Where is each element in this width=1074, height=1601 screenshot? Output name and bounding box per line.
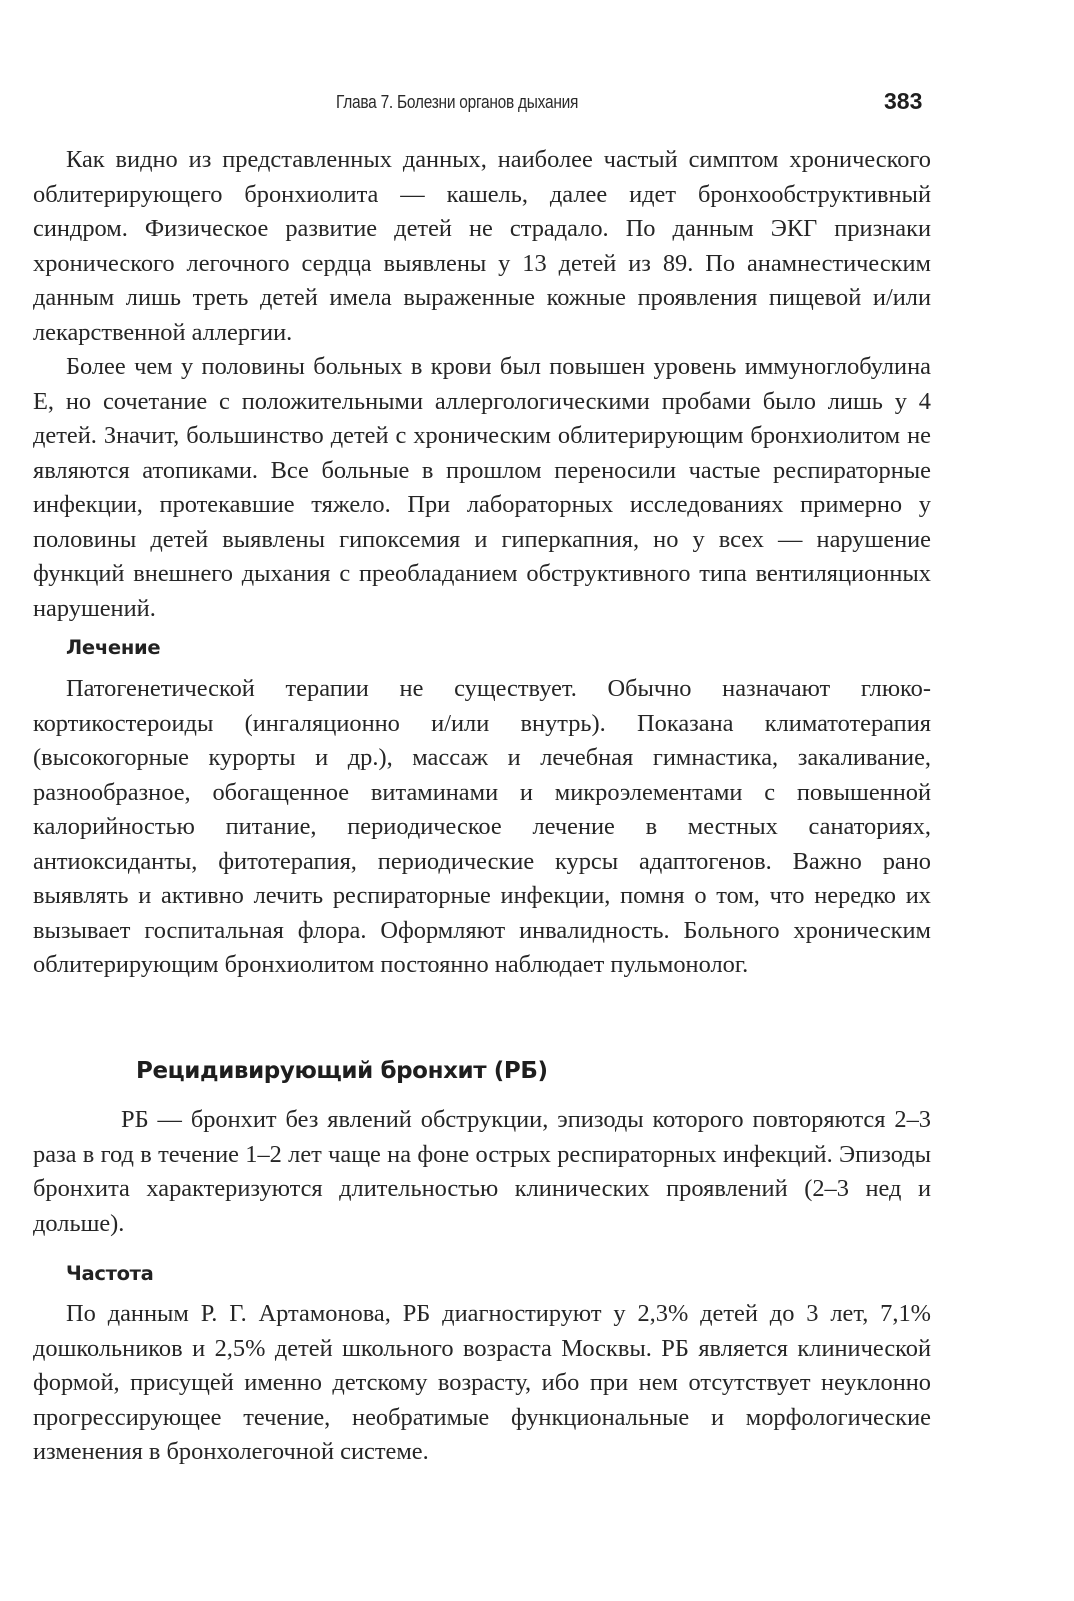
paragraph-immunoglobulin: Более чем у половины больных в крови был повышен уровень иммуноглобулина Е, но сочетание с положительными аллергологическими пробами было лишь у 4 детей. Значит, большинство детей с хроническим облитерирующим бронхиолитом не являются атопиками. Все больные в прошлом переносили частые респираторные инфекции, протекавшие тяжело. При лабораторных исследованиях примерно у половины детей выявлены гипоксемия и гиперкапния, но у всех — нарушение функций внешнего дыхания с преобладанием обструктивного типа вентиляционных нарушений. xyxy=(33,353,931,622)
section-heading: Рецидивирующий бронхит (РБ) xyxy=(136,1058,548,1084)
chapter-title: Глава 7. Болезни органов дыхания xyxy=(336,92,579,112)
paragraph-frequency: По данным Р. Г. Артамонова, РБ диагностируют у 2,3% детей до 3 лет, 7,1% дошкольников и 2,5% детей школьного возраста Москвы. РБ является клинической формой, присущей именно детскому возрасту, ибо при нем отсутствует неуклонно прогрессирующее течение, необратимые функциональные и морфологические изменения в бронхолегочной системе. xyxy=(33,1300,931,1465)
section-text-block xyxy=(33,1103,931,1241)
running-head xyxy=(0,88,1074,122)
paragraph-symptoms: Как видно из представленных данных, наиболее частый симптом хронического облитерирующего бронхиолита — кашель, далее идет бронхообструктивный синдром. Физическое развитие детей не страдало. По данным ЭКГ признаки хронического легочного сердца выявлены у 13 детей из 89. По анамнестическим данным лишь треть детей имела выраженные кожные проявления пищевой и/или лекарственной аллергии. xyxy=(33,146,931,346)
frequency-heading: Частота xyxy=(66,1262,154,1285)
treatment-text-block xyxy=(33,672,931,983)
paragraph-treatment: Патогенетической терапии не существует. Обычно назначают глюкокортикостероиды (ингаляционно и/или внутрь). Показана климатотерапия (высокогорные курорты и др.), массаж и лечебная гимнастика, закаливание, разнообразное, обогащенное витаминами и микроэлементами с повышенной калорийностью питание, периодическое лечение в местных санаториях, антиоксиданты, фитотерапия, периодические курсы адаптогенов. Важно рано выявлять и активно лечить респираторные инфекции, помня о том, что нередко их вызывает госпитальная флора. Оформляют инвалидность. Больного хроническим облитерирующим бронхиолитом постоянно наблюдает пульмонолог. xyxy=(33,675,931,978)
treatment-heading: Лечение xyxy=(66,636,161,659)
intro-text-block xyxy=(33,143,931,626)
frequency-text-block xyxy=(33,1297,931,1470)
page-number: 383 xyxy=(884,88,923,114)
paragraph-definition: РБ — бронхит без явлений обструкции, эпизоды которого повторяются 2–3 раза в год в течение 1–2 лет чаще на фоне острых респираторных инфекций. Эпизоды бронхита характеризуются длительностью клинических проявлений (2–3 нед и дольше). xyxy=(33,1106,931,1237)
